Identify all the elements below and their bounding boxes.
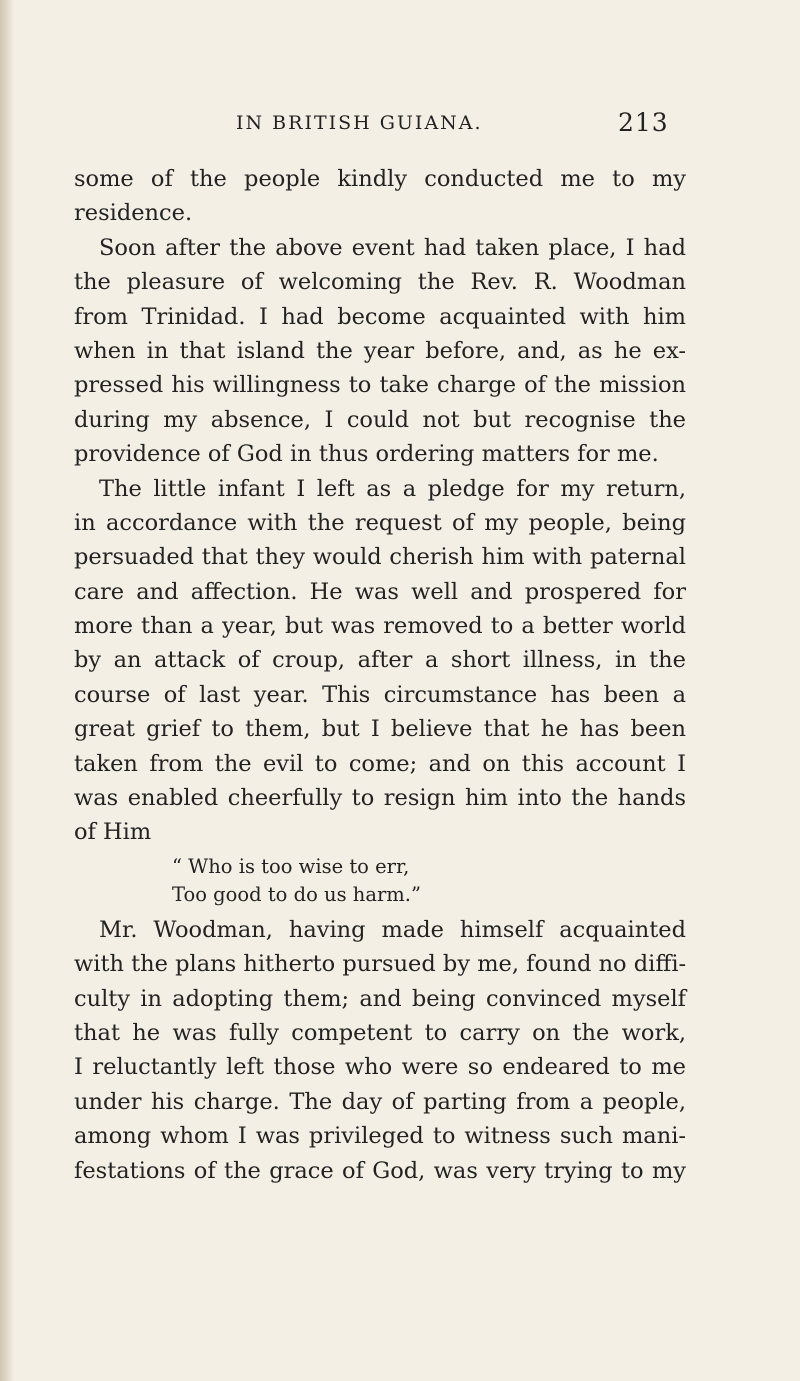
text-line: great grief to them, but I believe that he has been <box>74 716 686 743</box>
text-line: persuaded that they would cherish him with paternal <box>74 544 686 571</box>
text-line: taken from the evil to come; and on this account I <box>74 750 686 777</box>
text-line: care and affection. He was well and prospered for <box>74 578 686 605</box>
text-line: during my absence, I could not but recognise the <box>74 406 686 433</box>
text-line: that he was fully competent to carry on the work, <box>74 1019 686 1046</box>
text-line: of Him <box>74 819 152 846</box>
text-line: in accordance with the request of my people, being <box>74 509 686 536</box>
text-line: Mr. Woodman, having made himself acquainted <box>99 916 686 943</box>
text-line: the pleasure of welcoming the Rev. R. Woodman <box>74 269 686 296</box>
text-line: pressed his willingness to take charge of the mission <box>74 372 686 399</box>
text-line: was enabled cheerfully to resign him into the hands <box>74 785 686 812</box>
text-line: from Trinidad. I had become acquainted with him <box>74 303 686 330</box>
text-line: culty in adopting them; and being convinced myself <box>74 985 686 1012</box>
page-number: 213 <box>618 108 669 137</box>
text-line: providence of God in thus ordering matters for me. <box>74 441 659 468</box>
verse-quote-line: Too good to do us harm.” <box>172 882 421 906</box>
text-line: festations of the grace of God, was very trying to my <box>74 1157 686 1184</box>
text-line: under his charge. The day of parting from a people, <box>74 1088 686 1115</box>
text-line: by an attack of croup, after a short illness, in the <box>74 647 686 674</box>
running-head <box>0 108 800 142</box>
verse-quote-line: “ Who is too wise to err, <box>172 854 410 878</box>
body-text <box>74 162 686 1188</box>
running-title: IN BRITISH GUIANA. <box>236 112 483 134</box>
text-line: The little infant I left as a pledge for my return, <box>99 475 686 502</box>
text-line: residence. <box>74 200 193 227</box>
text-line: Soon after the above event had taken place, I had <box>99 234 686 261</box>
text-line: among whom I was privileged to witness such mani- <box>74 1123 686 1150</box>
text-line: when in that island the year before, and, as he ex- <box>74 337 686 364</box>
text-line: with the plans hitherto pursued by me, found no diffi- <box>74 951 687 978</box>
text-line: some of the people kindly conducted me to my <box>74 166 686 192</box>
text-line: I reluctantly left those who were so endeared to me <box>74 1054 686 1081</box>
text-line: course of last year. This circumstance has been a <box>74 681 686 708</box>
text-line: more than a year, but was removed to a better world <box>74 613 686 640</box>
